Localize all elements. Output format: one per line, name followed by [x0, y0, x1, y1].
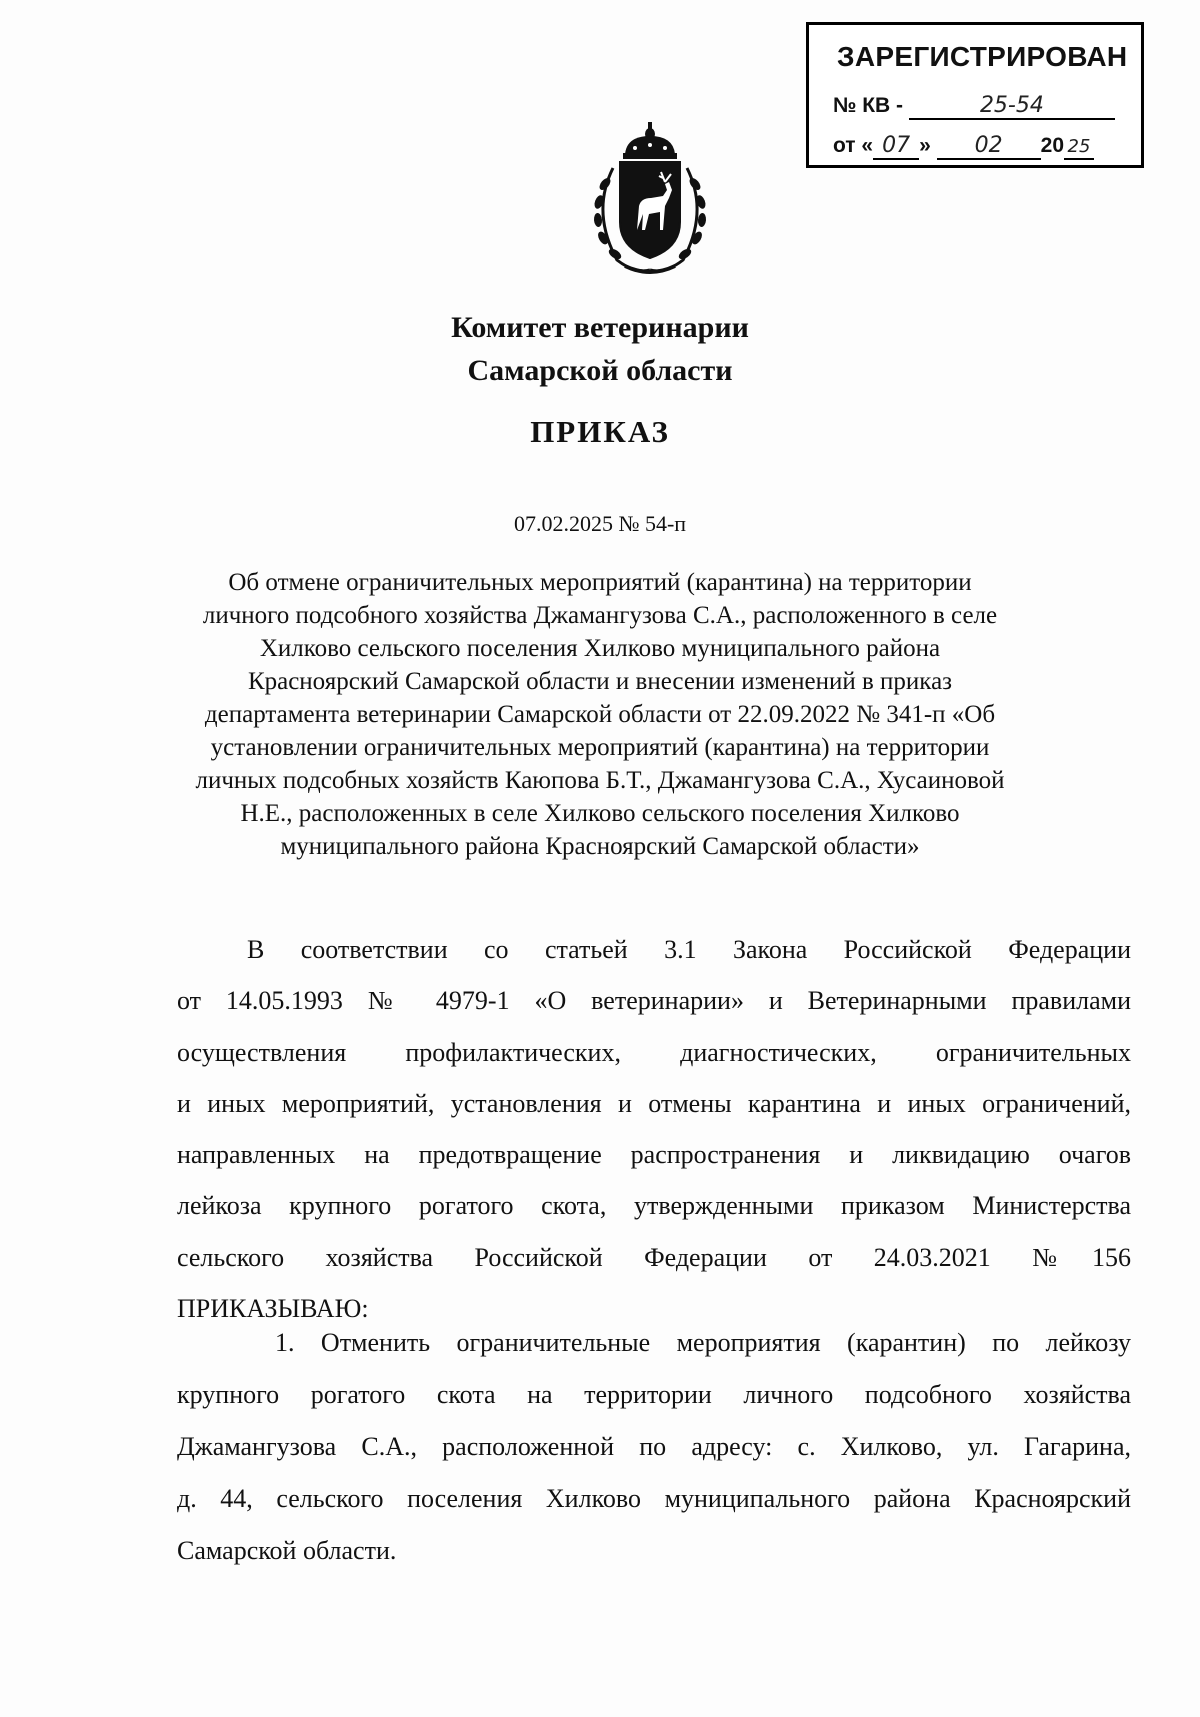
paragraph-line: от 14.05.1993 № 4979-1 «О ветеринарии» и Ветеринарными правилами — [177, 986, 1131, 1016]
paragraph-line: Джамангузова С.А., расположенной по адресу: с. Хилково, ул. Гагарина, — [177, 1432, 1131, 1461]
order-item-1 — [177, 1317, 1131, 1577]
subject-line: Красноярский Самарской области и внесении изменений в приказ — [247, 668, 953, 695]
organization-name — [0, 306, 1200, 392]
paragraph-line: д. 44, сельского поселения Хилково муниципального района Красноярский — [177, 1484, 1131, 1513]
stamp-month-line — [937, 133, 1041, 160]
organization-line-1: Комитет ветеринарии — [451, 311, 749, 344]
stamp-year-line — [1064, 134, 1094, 160]
subject-line: личных подсобных хозяйств Каюпова Б.Т., Джамангузова С.А., Хусаиновой — [195, 767, 1005, 794]
stamp-month: 02 — [974, 133, 1003, 158]
document-subject — [165, 566, 1035, 863]
stamp-number-label: № КВ - — [833, 94, 904, 117]
stamp-number-row — [833, 93, 1115, 120]
subject-line: личного подсобного хозяйства Джамангузова С.А., расположенного в селе — [202, 602, 998, 629]
document-date-number: 07.02.2025 № 54-п — [513, 511, 687, 536]
paragraph-line: лейкоза крупного рогатого скота, утвержденными приказом Министерства — [177, 1191, 1131, 1221]
stamp-year-prefix: 20 — [1040, 134, 1064, 157]
stamp-date-row — [833, 133, 1094, 160]
paragraph-line: В соответствии со статьей 3.1 Закона Российской Федерации — [247, 935, 1131, 964]
subject-line: Хилково сельского поселения Хилково муниципального района — [259, 635, 941, 662]
paragraph-line: сельского хозяйства Российской Федерации от 24.03.2021 №156 — [177, 1242, 1131, 1272]
paragraph-line: направленных на предотвращение распространения и ликвидацию очагов — [177, 1140, 1131, 1170]
paragraph-line: осуществления профилактических, диагностических, ограничительных — [177, 1037, 1131, 1067]
paragraph-line: 1. Отменить ограничительные мероприятия (карантин) по лейкозу — [275, 1328, 1131, 1357]
stamp-number-value: 25-54 — [979, 93, 1044, 118]
paragraph-line: Самарской области. — [177, 1536, 397, 1565]
stamp-day: 07 — [882, 133, 911, 158]
subject-line: Об отмене ограничительных мероприятий (карантина) на территории — [228, 569, 972, 596]
stamp-year-suffix: 25 — [1067, 136, 1091, 157]
organization-line-2: Самарской области — [467, 354, 733, 387]
stamp-day-line — [873, 133, 919, 160]
stamp-title: ЗАРЕГИСТРИРОВАН — [837, 41, 1128, 72]
subject-line: установлении ограничительных мероприятий (карантина) на территории — [210, 734, 990, 761]
order-keyword: ПРИКАЗЫВАЮ: — [177, 1294, 369, 1324]
subject-line: департамента ветеринарии Самарской области от 22.09.2022 № 341-п «Об — [204, 701, 996, 728]
samara-coat-of-arms-icon — [565, 120, 735, 280]
preamble-paragraph — [177, 924, 1131, 1334]
paragraph-line: и иных мероприятий, установления и отмены карантина и иных ограничений, — [177, 1088, 1131, 1118]
stamp-number-line — [909, 93, 1115, 120]
subject-line: Н.Е., расположенных в селе Хилково сельского поселения Хилково — [240, 800, 960, 827]
subject-line: муниципального района Красноярский Самарской области» — [280, 833, 920, 860]
document-type: ПРИКАЗ — [530, 414, 670, 449]
stamp-date-mid: » — [919, 134, 931, 157]
registration-stamp — [806, 22, 1144, 168]
stamp-date-prefix: от « — [833, 134, 874, 157]
paragraph-line: крупного рогатого скота на территории личного подсобного хозяйства — [177, 1380, 1131, 1409]
